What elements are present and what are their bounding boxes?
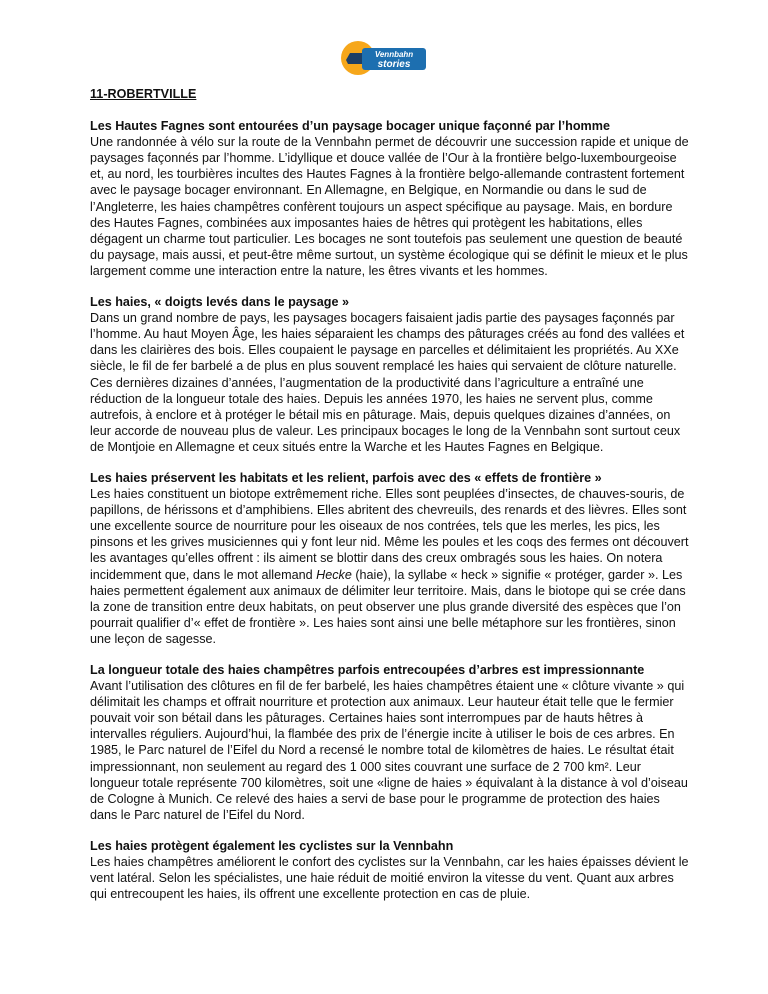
document-title: 11-ROBERTVILLE xyxy=(90,87,197,101)
document-content xyxy=(90,86,690,917)
section-heading: Les haies protègent également les cyclistes sur la Vennbahn xyxy=(90,838,454,853)
section-heading: Les Hautes Fagnes sont entourées d’un paysage bocager unique façonné par l’homme xyxy=(90,119,610,134)
italic-word: Hecke xyxy=(316,567,352,582)
section-doigts-leves xyxy=(90,294,690,455)
section-bocage xyxy=(90,118,690,279)
section-habitats xyxy=(90,470,690,647)
section-body: Une randonnée à vélo sur la route de la Vennbahn permet de découvrir une succession rapide et unique de paysages façonnés par l’homme. L’idyllique et douce vallée de l’Our à la frontière belgo-luxembourgeoise et, au nord, les tourbières incultes des Hautes Fagnes à la frontière belgo-allemande contrastent fortement avec le paysage bocager environnant. En Allemagne, en Belgique, en Normandie ou dans le sud de l’Angleterre, les haies champêtres confèrent toujours un aspect spécifique au paysage. Mais, en bordure des Hautes Fagnes, combinées aux imposantes haies de hêtres qui protègent les habitations, elles dégagent un charme tout particulier. Les bocages ne sont toutefois pas seulement une question de beauté du paysage, mais aussi, et peut-être même surtout, un système écologique qui se définit le mieux et le plus largement comme une interaction entre la nature, les êtres vivants et les hommes. xyxy=(90,135,689,278)
section-body: Les haies champêtres améliorent le confort des cyclistes sur la Vennbahn, car les haies épaisses dévient le vent latéral. Selon les spécialistes, une haie réduit de moitié environ la vitesse du vent. Quant aux arbres qui entrecoupent les haies, ils offrent une excellente protection en cas de pluie. xyxy=(90,855,689,902)
section-body: Dans un grand nombre de pays, les paysages bocagers faisaient jadis partie des paysages façonnés par l’homme. Au haut Moyen Âge, les haies séparaient les champs des pâturages créés au fond des vallées et dans les clairières des bois. Elles coupaient le paysage en parcelles et délimitaient les propriétés. Au XXe siècle, le fil de fer barbelé a de plus en plus souvent remplacé les haies qui servaient de clôture naturelle. Ces dernières dizaines d’années, l’augmentation de la productivité dans l’agriculture a entraîné une réduction de la longueur totale des haies. Depuis les années 1970, les haies ne servent plus, comme autrefois, à enclore et à protéger le bétail mis en pâturage. Mais, depuis quelques dizaines d’années, on leur accorde de nouveau plus de valeur. Les principaux bocages le long de la Vennbahn sont surtout ceux de Montjoie en Allemagne et ceux situés entre la Warche et les Hautes Fagnes en Belgique. xyxy=(90,311,685,454)
section-body xyxy=(90,486,690,647)
body-text: Les haies constituent un biotope extrêmement riche. Elles sont peuplées d’insectes, de chauves-souris, de papillons, de hérissons et d’amphibiens. Elles abritent des chevreuils, des renards et des lièvres. Elles sont une excellente source de nourriture pour les oiseaux de nos contrées, tels que les merles, les pics, les pinsons et les grives musiciennes qui y font leur nid. Même les poules et les coqs des fermes ont découvert les avantages qu’elles offrent : ils aiment se blottir dans des creux ombragés sous les haies. On notera incidemment que, dans le mot allemand xyxy=(90,487,689,582)
logo-line1: Vennbahn xyxy=(374,50,414,59)
section-heading: Les haies préservent les habitats et les relient, parfois avec des « effets de frontière » xyxy=(90,470,602,485)
section-cyclistes xyxy=(90,838,690,902)
section-longueur xyxy=(90,662,690,823)
section-heading: Les haies, « doigts levés dans le paysage » xyxy=(90,295,349,310)
section-heading: La longueur totale des haies champêtres parfois entrecoupées d’arbres est impressionnante xyxy=(90,663,645,677)
vennbahn-stories-logo xyxy=(340,40,430,76)
logo-line2: stories xyxy=(377,59,411,70)
body-text: (haie), la syllabe « heck » signifie « protéger, garder ». Les haies permettent également aux animaux de délimiter leur territoire. Mais, dans le biotope qui se crée dans la zone de transition entre deux habitats, on peut observer une plus grande diversité des espèces que l’on pourrait qualifier d’« effet de frontière ». Les haies sont ainsi une belle métaphore sur les frontières, sinon une leçon de sagesse. xyxy=(90,567,686,646)
section-body: Avant l’utilisation des clôtures en fil de fer barbelé, les haies champêtres étaient une « clôture vivante » qui délimitait les champs et offrait nourriture et protection aux animaux. Leur hauteur était telle que le fermier pouvait voir son bétail dans les pâturages. Certaines haies sont interrompues par de hauts hêtres à intervalles réguliers. Aujourd’hui, la flambée des prix de l’énergie incite à utiliser le bois de ces arbres. En 1985, le Parc naturel de l’Eifel du Nord a recensé le nombre total de kilomètres de haies. Le résultat était impressionnant, non seulement au regard des 1 000 sites couvrant une surface de 2 700 km². Leur longueur totale représente 700 kilomètres, soit une «ligne de haies » équivalant à la distance à vol d’oiseau de Cologne à Munich. Ce relevé des haies a servi de base pour le programme de protection des haies dans le Parc naturel de l’Eifel du Nord. xyxy=(90,679,688,822)
